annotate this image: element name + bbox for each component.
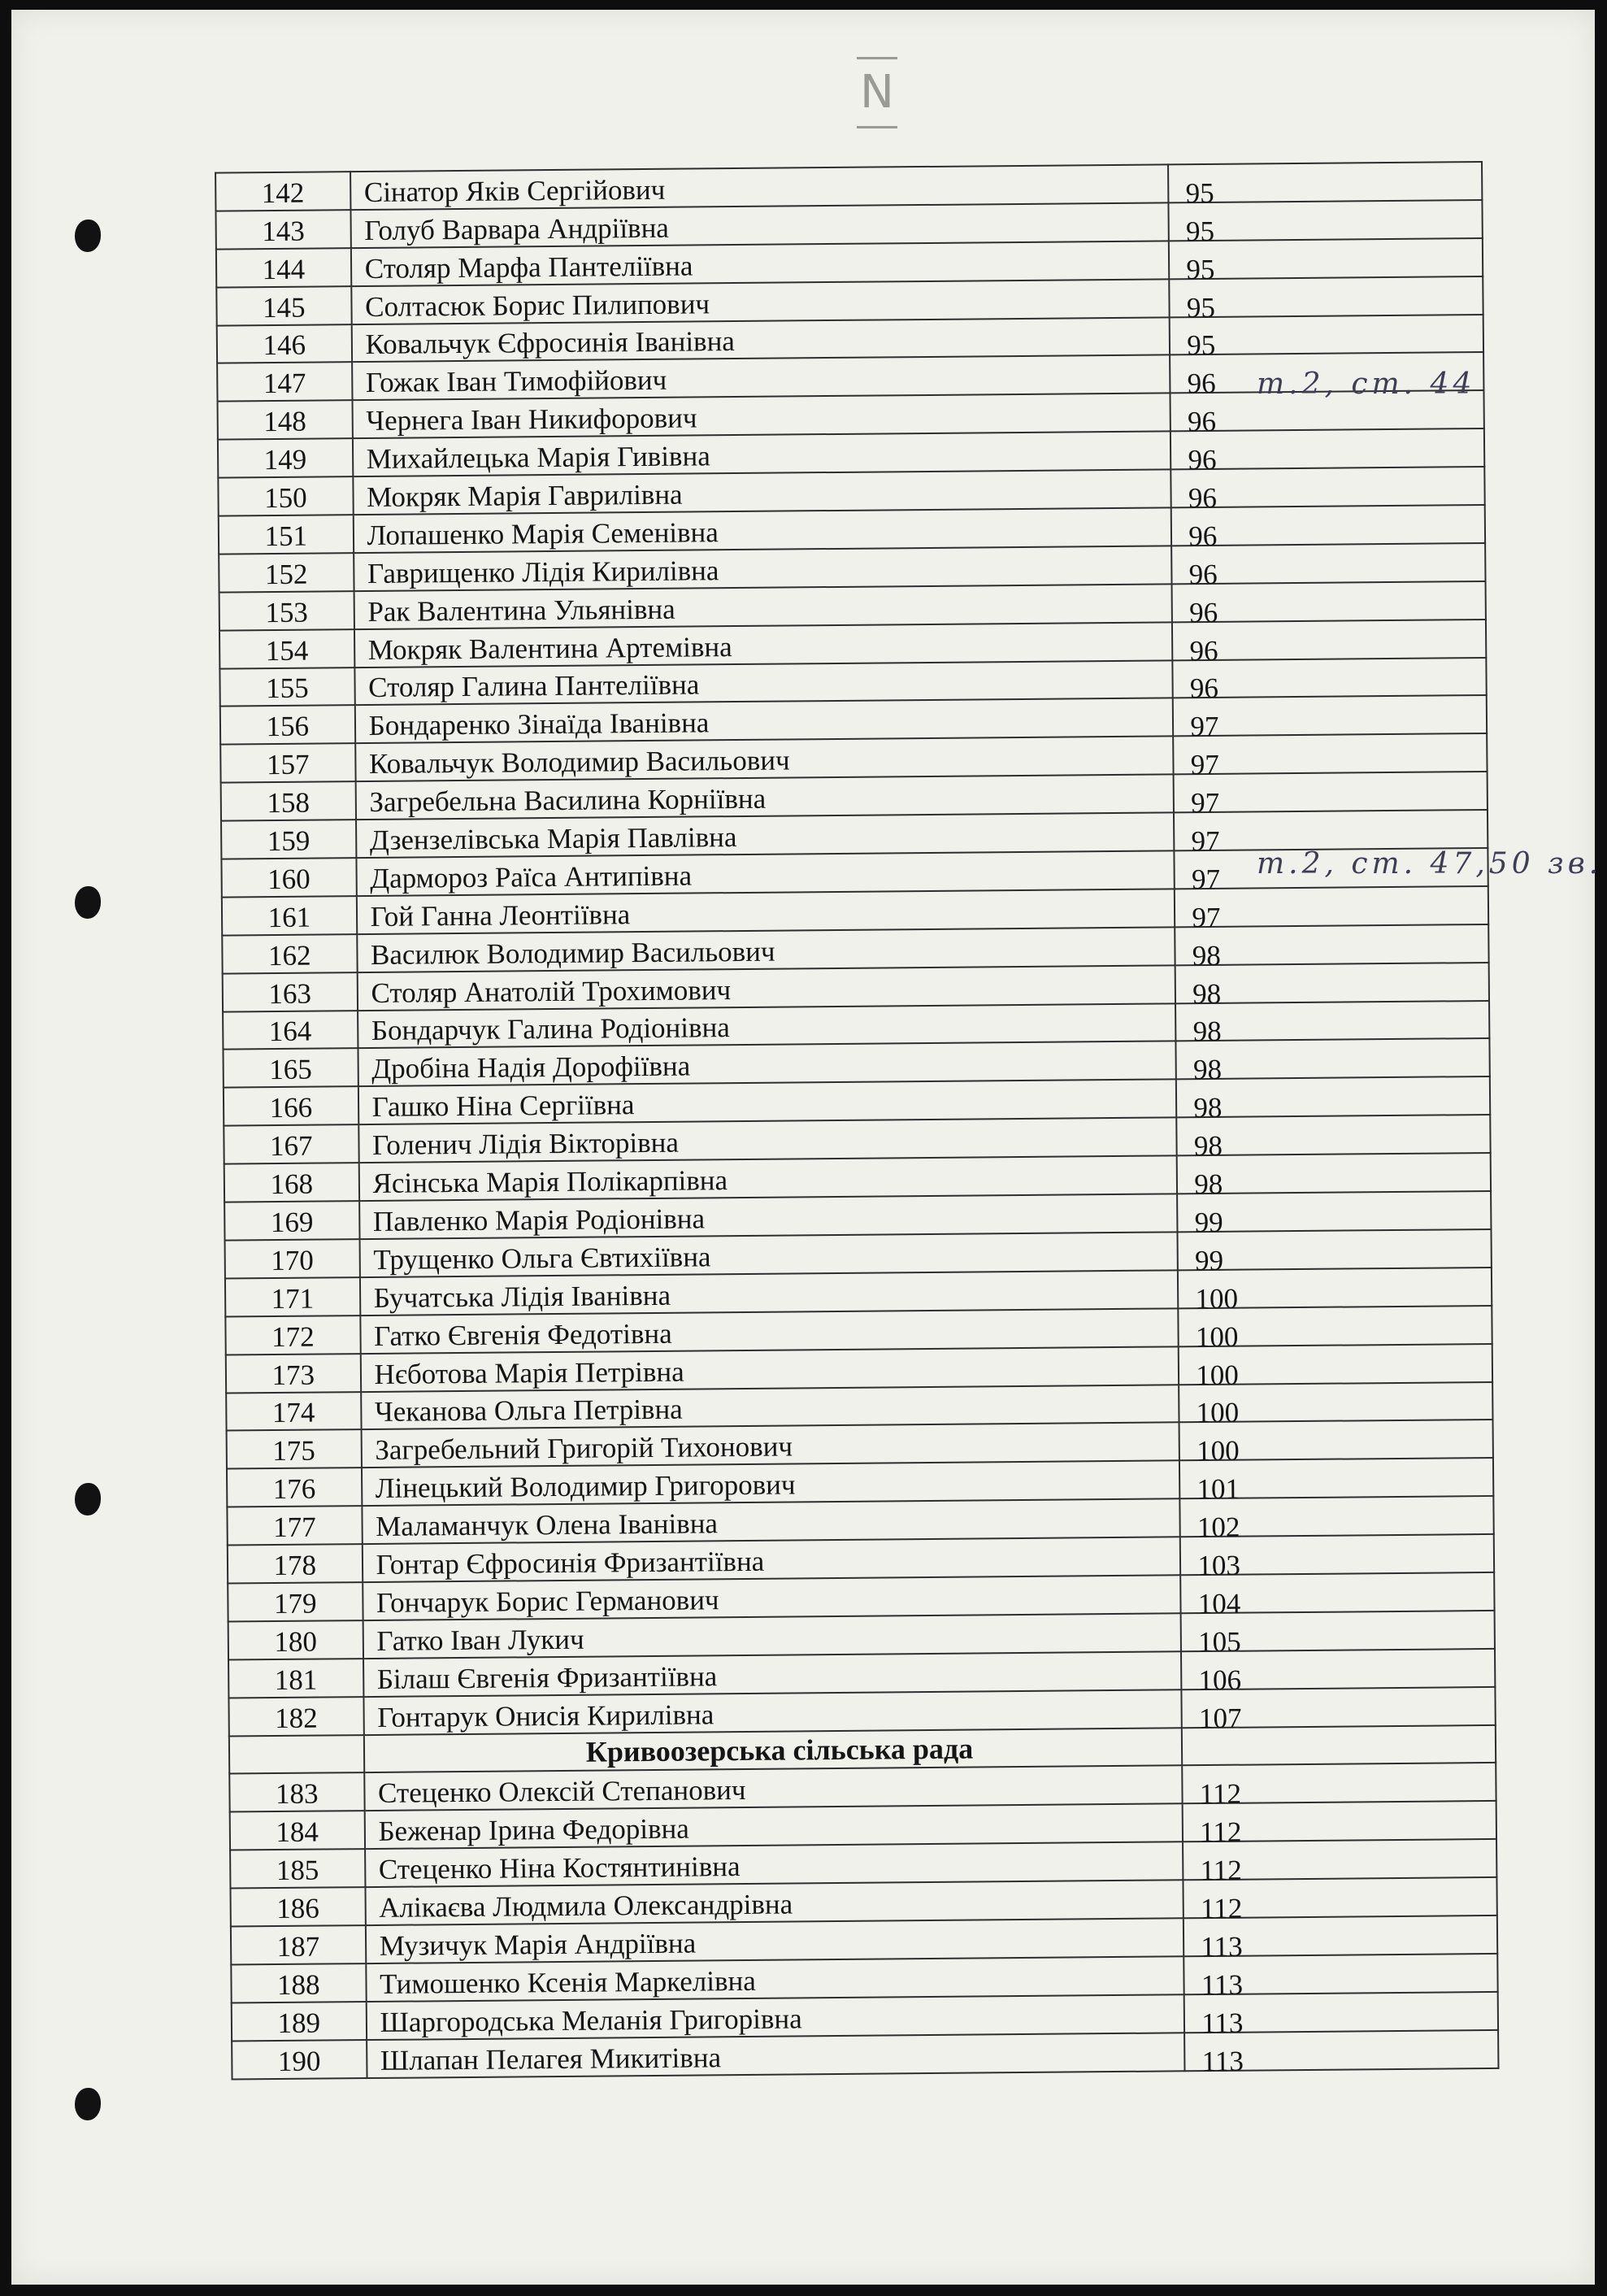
person-name: Гой Ганна Леонтіївна (356, 889, 1175, 934)
page-number: 96 (1187, 406, 1217, 438)
page-cell (1175, 1001, 1489, 1048)
row-number: 158 (221, 781, 356, 820)
page-cell (1169, 200, 1483, 247)
row-number: 187 (231, 1925, 366, 1964)
page-number: 97 (1191, 863, 1221, 896)
person-name: Ковальчук Єфросинія Іванівна (351, 317, 1170, 363)
page-number: 96 (1188, 481, 1218, 515)
row-number: 184 (230, 1811, 365, 1850)
page-cell (1173, 695, 1487, 743)
page-number: 96 (1189, 634, 1218, 667)
row-number: 165 (223, 1049, 358, 1088)
person-name: Білаш Євгенія Фризантіївна (363, 1651, 1182, 1697)
row-number: 166 (224, 1086, 358, 1125)
person-name: Бучатська Лідія Іванівна (360, 1270, 1179, 1315)
page-number: 97 (1190, 786, 1220, 820)
page-cell (1171, 467, 1485, 515)
page-number: 95 (1187, 329, 1216, 362)
page-number: 96 (1187, 367, 1216, 400)
person-name: Ковальчук Володимир Васильович (355, 737, 1174, 782)
page-number: 113 (1201, 2007, 1244, 2039)
person-name: Беженар Ірина Федорівна (364, 1804, 1183, 1850)
person-name: Мокряк Марія Гаврилівна (353, 469, 1171, 515)
person-name: Сінатор Яків Сергійович (350, 164, 1169, 210)
page-cell (1175, 924, 1488, 972)
person-name: Лінецький Володимир Григорович (362, 1461, 1180, 1507)
page-number: 100 (1196, 1397, 1240, 1429)
person-name: Стеценко Ніна Костянтинівна (365, 1842, 1184, 1887)
page-cell (1170, 315, 1483, 362)
page-number: 99 (1194, 1244, 1224, 1276)
person-name: Рак Валентина Ульянівна (354, 584, 1172, 629)
page-number: 100 (1195, 1320, 1239, 1353)
page-number: 98 (1194, 1168, 1223, 1201)
person-name: Шаргородська Меланія Григорівна (366, 1994, 1184, 2040)
person-name: Гаврищенко Лідія Кирилівна (354, 546, 1172, 591)
row-number: 177 (227, 1506, 362, 1545)
row-number: 145 (216, 286, 351, 325)
person-name: Гатко Іван Лукич (363, 1613, 1181, 1659)
page-number: 98 (1192, 939, 1221, 972)
page-number: 95 (1186, 291, 1216, 324)
page-number: 113 (1201, 1930, 1243, 1963)
page-number: 96 (1188, 596, 1218, 628)
page-number: 96 (1189, 672, 1219, 705)
page-number: 95 (1185, 176, 1214, 210)
person-name: Ясінська Марія Полікарпівна (358, 1155, 1177, 1201)
row-number: 186 (230, 1887, 365, 1926)
row-number: 181 (228, 1659, 363, 1698)
page-number: 106 (1198, 1663, 1242, 1696)
row-number: 160 (221, 858, 356, 897)
person-name: Василюк Володимир Васильович (357, 927, 1175, 972)
person-name: Столяр Марфа Пантеліївна (350, 241, 1169, 286)
row-number: 155 (219, 667, 354, 707)
person-name: Гонтарук Онисія Кирилівна (363, 1689, 1182, 1735)
row-number: 146 (217, 324, 352, 363)
person-name: Тимошенко Ксенія Маркелівна (366, 1956, 1184, 2002)
person-name: Гончарук Борис Германович (363, 1575, 1181, 1620)
person-name: Трущенко Ольга Євтихіївна (359, 1232, 1178, 1277)
page-number: 97 (1192, 901, 1221, 933)
punch-hole (75, 886, 101, 919)
row-number: 175 (227, 1429, 362, 1468)
person-name: Гатко Євгенія Федотівна (360, 1308, 1179, 1354)
row-number: 176 (227, 1468, 362, 1507)
register-rows (215, 162, 1498, 2079)
row-number: 183 (229, 1772, 364, 1811)
punch-hole (75, 2088, 101, 2120)
person-name: Голуб Варвара Андріївна (350, 202, 1169, 248)
page-number: 113 (1201, 2045, 1244, 2077)
row-number: 144 (216, 248, 351, 287)
page-number: 96 (1188, 520, 1218, 553)
row-number: 162 (222, 934, 357, 973)
row-number: 173 (226, 1354, 361, 1393)
handwritten-note: т.2, ст. 47,50 зв. (1257, 847, 1603, 881)
person-name: Загребельний Григорій Тихонович (361, 1423, 1179, 1468)
page-number: 100 (1195, 1282, 1239, 1315)
row-number: 188 (231, 1963, 366, 2002)
person-name: Алікаєва Людмила Олександрівна (365, 1880, 1184, 1925)
document-page (11, 10, 1603, 2285)
row-number: 168 (224, 1163, 359, 1202)
person-name: Стеценко Олексій Степанович (364, 1766, 1183, 1811)
row-number: 159 (221, 820, 356, 859)
page-cell (1168, 162, 1482, 210)
row-number: 163 (223, 972, 358, 1011)
page-cell (1172, 620, 1486, 667)
page-cell (1175, 963, 1489, 1010)
page-number: 105 (1197, 1625, 1241, 1658)
person-name: Мокряк Валентина Артемівна (354, 622, 1173, 667)
page-number: 100 (1196, 1434, 1240, 1468)
page-cell (1172, 581, 1486, 628)
page-number: 96 (1188, 558, 1218, 590)
page-number: 95 (1185, 215, 1215, 247)
person-name: Михайлецька Марія Гивівна (353, 432, 1171, 477)
page-number: 107 (1198, 1702, 1242, 1734)
row-number: 189 (232, 2002, 367, 2041)
person-name: Солтасюк Борис Пилипович (351, 279, 1170, 324)
punch-hole (75, 220, 101, 252)
person-name: Нєботова Марія Петрівна (360, 1346, 1179, 1392)
row-number: 156 (220, 706, 355, 745)
person-name: Маламанчук Олена Іванівна (362, 1498, 1180, 1544)
page-number: 98 (1193, 1092, 1223, 1124)
row-number: 179 (228, 1582, 363, 1621)
page-cell (1182, 1763, 1496, 1811)
person-name: Музичук Марія Андріївна (365, 1918, 1184, 1963)
row-number: 143 (215, 210, 350, 249)
page-number: 112 (1199, 1777, 1242, 1811)
person-name: Бондаренко Зінаїда Іванівна (354, 698, 1173, 744)
person-name: Чернега Іван Никифорович (352, 394, 1171, 439)
person-name: Загребельна Василина Корніївна (355, 775, 1174, 820)
page-number: 103 (1197, 1549, 1241, 1582)
handwritten-note: т.2, ст. 44 (1257, 367, 1476, 401)
page-cell (1173, 658, 1487, 705)
page-cell (1175, 886, 1488, 933)
punch-hole (75, 1483, 101, 1515)
row-number: 172 (225, 1315, 360, 1355)
page-number: 101 (1197, 1472, 1240, 1506)
page-cell (1177, 1191, 1491, 1239)
row-number: 182 (228, 1697, 363, 1736)
register-table (215, 161, 1499, 2080)
row-number: 169 (224, 1201, 359, 1240)
section-title: Кривоозерська сільська рада (363, 1728, 1182, 1773)
row-number: 174 (226, 1392, 361, 1431)
row-number: 171 (225, 1277, 360, 1316)
row-number: 157 (220, 743, 355, 782)
row-number: 148 (218, 400, 353, 439)
row-number: 142 (215, 172, 350, 211)
page-cell (1171, 428, 1484, 476)
empty-cell (229, 1735, 364, 1774)
row-number: 170 (225, 1239, 360, 1278)
person-name: Павленко Марія Родіонівна (359, 1194, 1178, 1239)
page-cell (1171, 505, 1485, 553)
row-number: 150 (218, 476, 353, 515)
page-number: 98 (1192, 1054, 1223, 1086)
row-number: 153 (219, 591, 354, 630)
page-cell (1178, 1268, 1492, 1315)
person-name: Столяр Анатолій Трохимович (357, 965, 1175, 1011)
row-number: 178 (228, 1544, 363, 1583)
person-name: Дробіна Надія Дорофіївна (358, 1041, 1176, 1087)
row-number: 190 (232, 2040, 367, 2079)
person-name: Гожак Іван Тимофійович (352, 355, 1171, 401)
person-name: Гонтар Єфросинія Фризантіївна (362, 1537, 1180, 1582)
page-cell (1170, 276, 1483, 324)
person-name: Шлапан Пелагея Микитівна (367, 2033, 1185, 2078)
row-number: 149 (218, 438, 353, 477)
row-number: 180 (228, 1620, 363, 1659)
page-cell (1169, 238, 1483, 285)
person-name: Дзензелівська Марія Павлівна (356, 812, 1175, 858)
person-name: Столяр Галина Пантеліївна (354, 660, 1173, 706)
page-cell (1174, 772, 1488, 820)
row-number: 167 (224, 1124, 358, 1163)
page-number: 112 (1200, 1892, 1243, 1925)
archive-stamp-mark: N (857, 57, 897, 128)
page-number: 112 (1200, 1854, 1242, 1887)
person-name: Голенич Лідія Вікторівна (358, 1118, 1177, 1163)
page-number: 98 (1192, 1015, 1222, 1048)
row-number: 147 (217, 363, 352, 402)
page-number: 104 (1197, 1587, 1241, 1620)
page-cell (1176, 1038, 1490, 1086)
page-number: 112 (1200, 1815, 1242, 1849)
person-name: Бондарчук Галина Родіонівна (358, 1003, 1176, 1049)
page-number: 96 (1188, 443, 1217, 476)
page-number: 98 (1192, 977, 1222, 1010)
person-name: Дарморoз Раїса Антипівна (356, 850, 1175, 896)
row-number: 164 (223, 1011, 358, 1050)
page-cell (1176, 1076, 1490, 1124)
person-name: Лопашенко Марія Семенівна (353, 507, 1171, 553)
row-number: 161 (222, 896, 357, 935)
page-number: 97 (1190, 711, 1219, 743)
page-number: 97 (1191, 824, 1220, 858)
page-number: 113 (1201, 1968, 1244, 2001)
page-cell (1178, 1229, 1492, 1276)
page-cell (1174, 810, 1488, 858)
page-number: 102 (1197, 1511, 1240, 1544)
page-number: 97 (1190, 749, 1219, 781)
row-number: 151 (219, 515, 354, 554)
row-number: 154 (219, 629, 354, 668)
person-name: Гашко Ніна Сергіївна (358, 1080, 1176, 1125)
page-number: 100 (1196, 1359, 1239, 1391)
row-number: 152 (219, 553, 354, 592)
page-cell (1177, 1153, 1491, 1201)
row-number: 185 (230, 1849, 365, 1888)
person-name: Чеканова Ольга Петрівна (361, 1385, 1179, 1430)
page-number: 98 (1193, 1129, 1223, 1163)
page-cell (1177, 1115, 1491, 1163)
page-cell (1173, 733, 1487, 781)
page-cell (1171, 543, 1485, 590)
page-number: 99 (1194, 1206, 1223, 1239)
page-number: 95 (1186, 253, 1215, 285)
